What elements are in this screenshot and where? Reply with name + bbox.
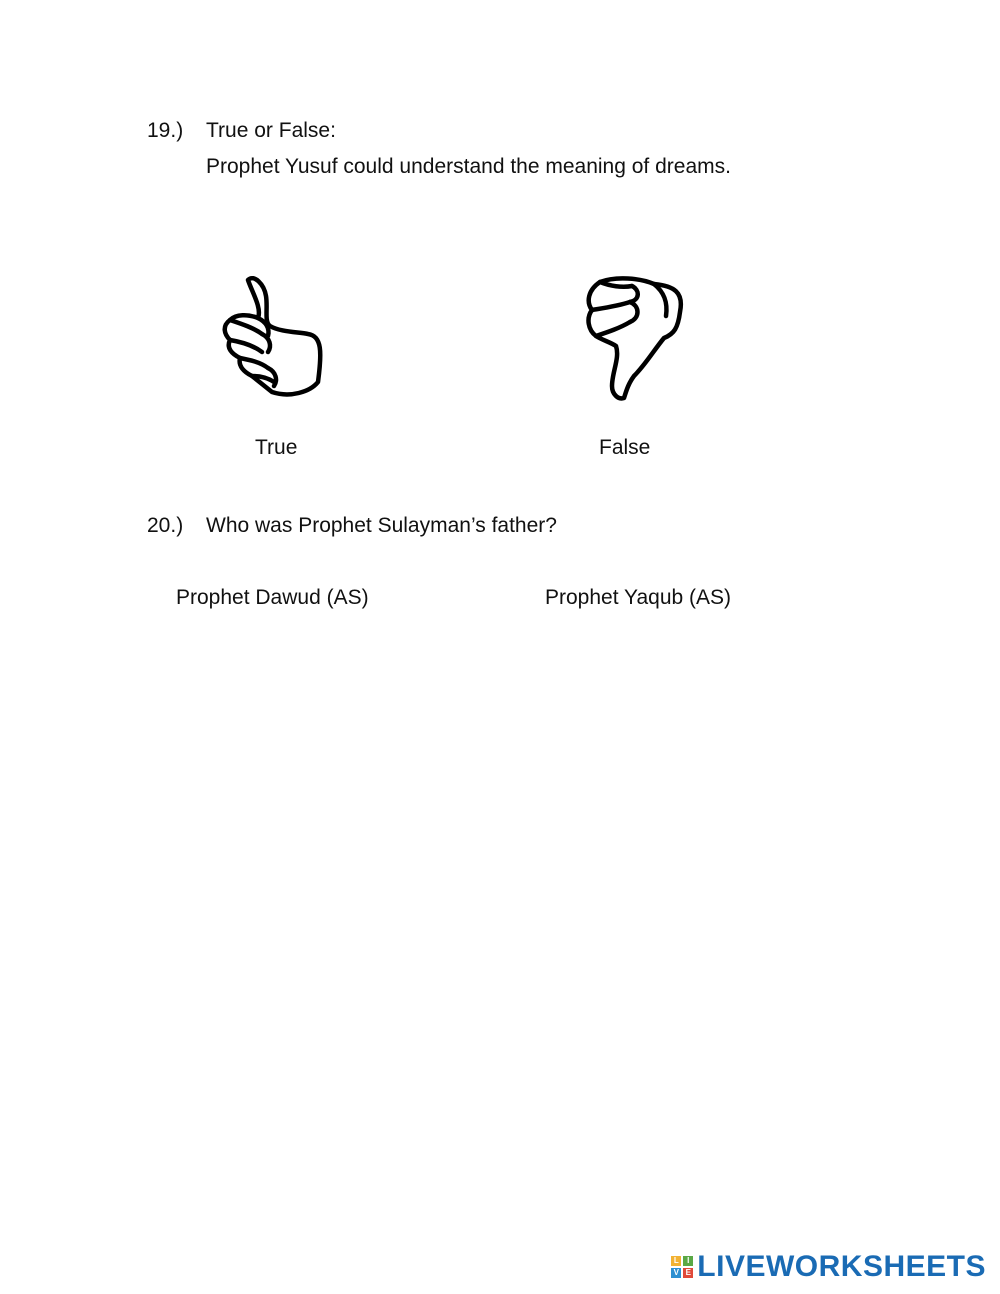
logo-cell-l: L xyxy=(671,1256,681,1266)
option-true-label[interactable]: True xyxy=(255,436,298,459)
thumbs-up-icon[interactable] xyxy=(218,272,330,404)
liveworksheets-logo xyxy=(671,1252,986,1282)
logo-wordmark: LIVEWORKSHEETS xyxy=(697,1250,986,1283)
option-dawud[interactable]: Prophet Dawud (AS) xyxy=(176,586,369,609)
question-19-statement: Prophet Yusuf could understand the meaning of dreams. xyxy=(206,155,731,178)
logo-grid-icon xyxy=(671,1256,693,1278)
question-19-number: 19.) xyxy=(147,119,184,142)
question-20-text: Who was Prophet Sulayman’s father? xyxy=(206,514,557,537)
logo-cell-v: V xyxy=(671,1268,681,1278)
thumbs-down-icon[interactable] xyxy=(580,272,692,404)
question-19-title: True or False: xyxy=(206,119,336,142)
option-yaqub[interactable]: Prophet Yaqub (AS) xyxy=(545,586,732,609)
logo-cell-e: E xyxy=(683,1268,693,1278)
question-20-number: 20.) xyxy=(147,514,184,537)
logo-cell-i: I xyxy=(683,1256,693,1266)
option-false-label[interactable]: False xyxy=(599,436,651,459)
